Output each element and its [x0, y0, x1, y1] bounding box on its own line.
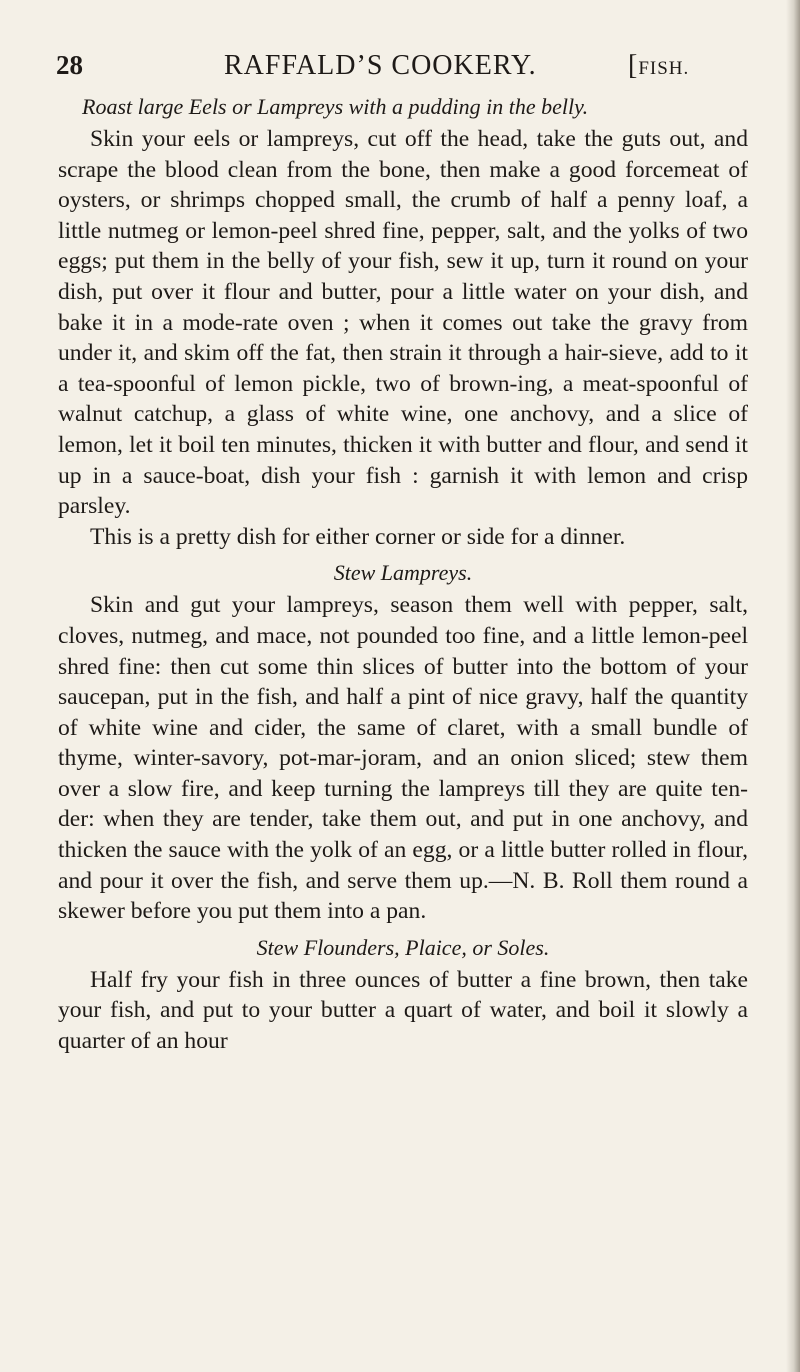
- page-body: [58, 92, 748, 1057]
- recipe-paragraph: This is a pretty dish for either corner or side for a dinner.: [90, 523, 626, 550]
- section-name: FISH.: [638, 58, 690, 79]
- page-number: 28: [56, 50, 83, 80]
- section-tag: [628, 50, 689, 82]
- recipe-paragraph: Skin your eels or lampreys, cut off the head, take the guts out, and scrape the blood clean from the bone, then make a good forcemeat of oysters, or shrimps chopped small, the crumb of half a penny loaf, a little nutmeg or lemon-peel shred fine, pepper, salt, and the yolks of two eggs; put them in the belly of your fish, sew it up, turn it round on your dish, put over it flour and butter, pour a little water on your dish, and bake it in a mode-rate oven ; when it comes out take the gravy from under it, and skim off the fat, then strain it through a hair-sieve, add to it a tea-spoonful of lemon pickle, two of brown-ing, a meat-spoonful of walnut catchup, a glass of white wine, one anchovy, and a slice of lemon, let it boil ten minutes, thicken it with butter and flour, and send it up in a sauce-boat, dish your fish : garnish it with lemon and crisp parsley.: [58, 126, 748, 520]
- recipe-title: Stew Lampreys.: [333, 560, 473, 586]
- running-title: RAFFALD’S COOKERY.: [224, 50, 537, 81]
- section-bracket: [: [628, 50, 639, 81]
- recipe-title: Stew Flounders, Plaice, or Soles.: [256, 934, 550, 960]
- recipe-paragraph: Half fry your fish in three ounces of butter a fine brown, then take your fish, and put to your butter a quart of water, and boil it slowly a quarter of an hour: [58, 966, 748, 1055]
- page-header: [30, 50, 780, 90]
- recipe-title: Roast large Eels or Lampreys with a pudding in the belly.: [82, 94, 589, 119]
- recipe-paragraph: Skin and gut your lampreys, season them well with pepper, salt, cloves, nutmeg, and mace, not pounded too fine, and a little lemon-peel shred fine: then cut some thin slices of butter into the bottom of your saucepan, put in the fish, and half a pint of nice gravy, half the quantity of white wine and cider, the same of claret, with a small bundle of thyme, winter-savory, pot-mar-joram, and an onion sliced; stew them over a slow fire, and keep turning the lampreys till they are quite ten-der: when they are tender, take them out, and put in one anchovy, and thicken the sauce with the yolk of an egg, or a little butter rolled in flour, and pour it over the fish, and serve them up.—N. B. Roll them round a skewer before you put them into a pan.: [58, 592, 748, 925]
- page-edge-shadow: [786, 0, 800, 1372]
